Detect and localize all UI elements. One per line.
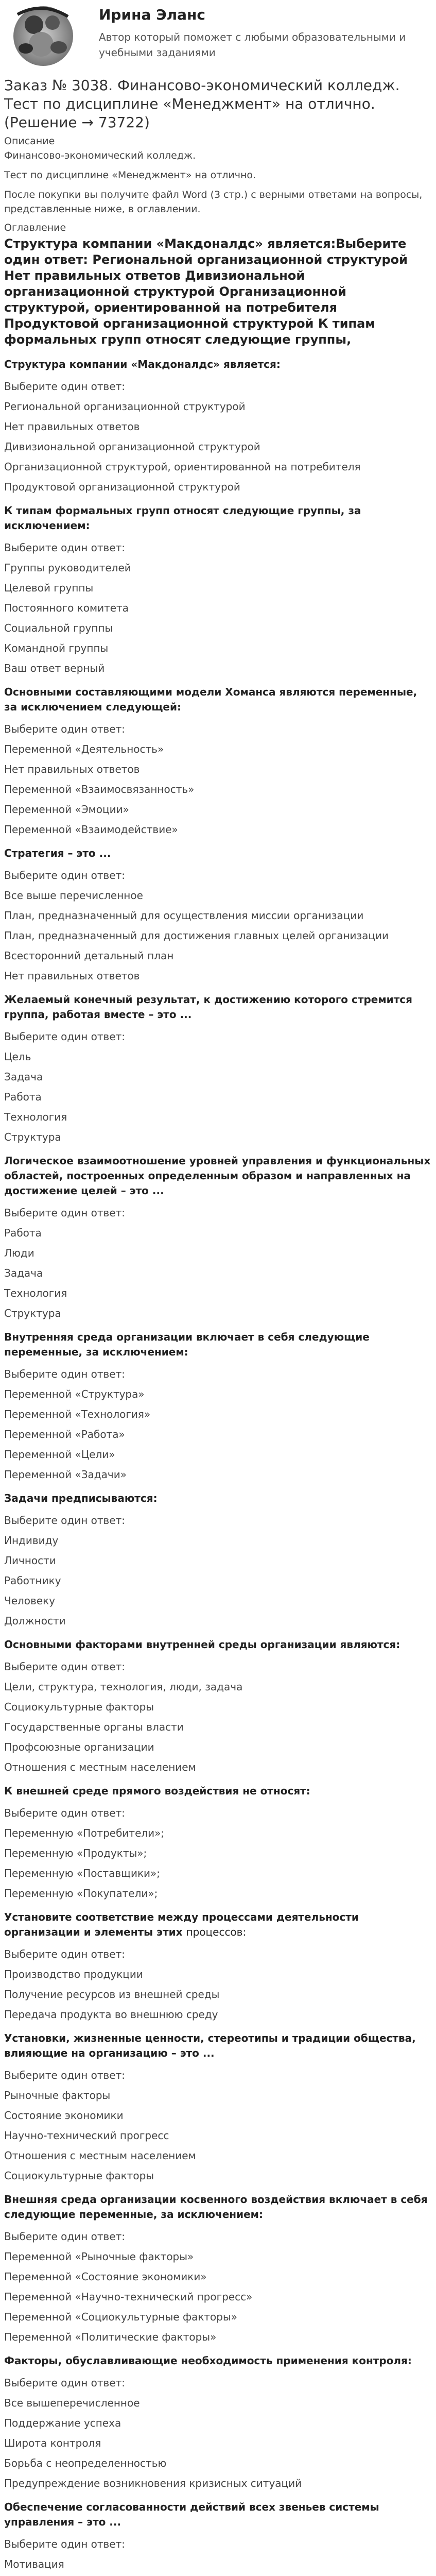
answer-option: Командной группы [4, 642, 109, 654]
choose-one-label: Выберите один ответ: [4, 2230, 126, 2243]
answer-option: Отношения с местным населением [4, 2149, 196, 2162]
answer-option: Группы руководителей [4, 562, 131, 574]
answer-option: Переменной «Цели» [4, 1448, 115, 1461]
answer-option: Научно-технический прогресс [4, 2129, 169, 2142]
answer-option: Социальной группы [4, 622, 113, 634]
description-line: После покупки вы получите файл Word (3 стр.) с верными ответами на вопросы, представленные ниже, в оглавлении. [4, 189, 423, 215]
answer-option: Нет правильных ответов [4, 420, 140, 433]
answer-option: Ваш ответ верный [4, 662, 105, 674]
answer-option: Социокультурные факторы [4, 1701, 154, 1713]
question-text: Установки, жизненные ценности, стереотипы и традиции общества, влияющие на организацию – это ... [4, 2032, 416, 2059]
choose-one-label: Выберите один ответ: [4, 2538, 126, 2550]
answer-option: Целевой группы [4, 582, 94, 594]
question-text: Внешняя среда организации косвенного воздействия включает в себя следующие переменные, за исключением: [4, 2193, 428, 2221]
answer-option: Государственные органы власти [4, 1721, 184, 1733]
question-text: Логическое взаимоотношение уровней управления и функциональных областей, построенных определенным образом и направленных на достижение целей – это ... [4, 1155, 431, 1197]
question-text: Стратегия – это ... [4, 847, 111, 859]
choose-one-label: Выберите один ответ: [4, 1660, 126, 1673]
answer-option: Отношения с местным населением [4, 1761, 196, 1773]
answer-option: Переменную «Покупатели»; [4, 1887, 158, 1900]
description-line: Тест по дисциплине «Менеджмент» на отлично. [4, 170, 256, 181]
question-text: Факторы, обуславливающие необходимость применения контроля: [4, 2354, 412, 2367]
choose-one-label: Выберите один ответ: [4, 380, 126, 393]
question-text: Желаемый конечный результат, к достижению которого стремится группа, работая вместе – это ... [4, 993, 412, 1021]
answer-option: Переменной «Рыночные факторы» [4, 2250, 194, 2263]
answer-option: Мотивация [4, 2558, 64, 2570]
question-text: Обеспечение согласованности действий всех звеньев системы управления – это ... [4, 2501, 379, 2528]
answer-option: Переменную «Потребители»; [4, 1827, 165, 1839]
answer-option: Переменной «Структура» [4, 1388, 145, 1400]
choose-one-label: Выберите один ответ: [4, 1514, 126, 1527]
question-text: Внутренняя среда организации включает в себя следующие переменные, за исключением: [4, 1331, 370, 1358]
answer-option: Переменной «Задачи» [4, 1468, 127, 1481]
choose-one-label: Выберите один ответ: [4, 723, 126, 735]
answer-option: Цели, структура, технология, люди, задача [4, 1681, 243, 1693]
answer-option: Работа [4, 1091, 42, 1103]
answer-option: Работа [4, 1227, 42, 1239]
answer-option: Передача продукта во внешнюю среду [4, 2008, 218, 2021]
answer-option: Профсоюзные организации [4, 1741, 154, 1753]
answer-option: План, предназначенный для достижения главных целей организации [4, 929, 389, 942]
choose-one-label: Выберите один ответ: [4, 1368, 126, 1380]
description-label: Описание [4, 135, 55, 147]
page-title: Заказ № 3038. Финансово-экономический колледж. Тест по дисциплине «Менеджмент» на отлично. (Решение → 73722) [4, 77, 400, 131]
answer-option: Всесторонний детальный план [4, 950, 174, 962]
question-text: Структура компании «Макдоналдс» является: [4, 358, 281, 370]
answer-option: Цель [4, 1050, 31, 1063]
answer-option: Переменной «Социокультурные факторы» [4, 2311, 238, 2323]
answer-option: Нет правильных ответов [4, 970, 140, 982]
answer-option: Социокультурные факторы [4, 2170, 154, 2182]
choose-one-label: Выберите один ответ: [4, 2377, 126, 2389]
answer-option: Переменную «Продукты»; [4, 1847, 147, 1859]
author-card [4, 0, 432, 72]
answer-option: Индивиду [4, 1534, 59, 1547]
answer-option: Все выше перечисленное [4, 889, 143, 902]
question-text: К типам формальных групп относят следующие группы, за исключением: [4, 504, 361, 532]
answer-option: Региональной организационной структурой [4, 400, 246, 413]
answer-option: Широта контроля [4, 2437, 101, 2449]
question-suffix: процессов: [186, 1926, 247, 1938]
answer-option: Переменной «Взаимодействие» [4, 823, 178, 836]
choose-one-label: Выберите один ответ: [4, 1948, 126, 1960]
answer-option: Производство продукции [4, 1968, 143, 1980]
answer-option: Рыночные факторы [4, 2089, 111, 2102]
choose-one-label: Выберите один ответ: [4, 541, 126, 554]
answer-option: Структура [4, 1307, 61, 1319]
answer-option: Задача [4, 1071, 43, 1083]
answer-option: Переменную «Поставщики»; [4, 1867, 161, 1879]
answer-option: Дивизиональной организационной структурой [4, 440, 260, 453]
choose-one-label: Выберите один ответ: [4, 869, 126, 882]
answer-option: Поддержание успеха [4, 2417, 121, 2429]
answer-option: Технология [4, 1287, 67, 1299]
answer-option: План, предназначенный для осуществления миссии организации [4, 909, 364, 922]
answer-option: Состояние экономики [4, 2109, 124, 2122]
question-text: К внешней среде прямого воздействия не относят: [4, 1785, 310, 1797]
contents-label: Оглавление [4, 222, 66, 233]
answer-option: Продуктовой организационной структурой [4, 481, 240, 493]
answer-option: Организационной структурой, ориентированной на потребителя [4, 461, 361, 473]
choose-one-label: Выберите один ответ: [4, 2069, 126, 2081]
answer-option: Переменной «Взаимосвязанность» [4, 783, 195, 795]
answer-option: Люди [4, 1247, 34, 1259]
answer-option: Работнику [4, 1574, 61, 1587]
contents-title: Структура компании «Макдоналдс» является:Выберите один ответ: Региональной организационной структурой Нет правильных ответов Дивизиональной организационной структурой Организационной структурой, ориентированной на потребителя Продуктовой организационной структурой К типам формальных групп относят следующие группы, [4, 236, 408, 347]
question-text: Основными составляющими модели Хоманса являются переменные, за исключением следующей: [4, 686, 417, 713]
choose-one-label: Выберите один ответ: [4, 1207, 126, 1219]
answer-option: Переменной «Деятельность» [4, 743, 164, 755]
answer-option: Переменной «Политические факторы» [4, 2331, 217, 2343]
description-line: Финансово-экономический колледж. [4, 150, 196, 161]
choose-one-label: Выберите один ответ: [4, 1030, 126, 1043]
answer-option: Все вышеперечисленное [4, 2397, 140, 2409]
answer-option: Получение ресурсов из внешней среды [4, 1988, 220, 2001]
answer-option: Задача [4, 1267, 43, 1279]
question-text: Задачи предписываются: [4, 1492, 158, 1504]
author-avatar[interactable] [7, 4, 77, 70]
answer-option: Переменной «Работа» [4, 1428, 125, 1440]
question-text: Установите соответствие между процессами деятельности организации и элементы этих процессов: [4, 1911, 359, 1938]
answer-option: Технология [4, 1111, 67, 1123]
answer-option: Нет правильных ответов [4, 763, 140, 775]
choose-one-label: Выберите один ответ: [4, 1807, 126, 1819]
answer-option: Переменной «Технология» [4, 1408, 151, 1420]
author-description: Автор который поможет с любыми образовательными и учебными заданиями [99, 31, 406, 59]
answer-option: Постоянного комитета [4, 602, 129, 614]
question-text: Основными факторами внутренней среды организации являются: [4, 1638, 400, 1651]
answer-option: Переменной «Научно-технический прогресс» [4, 2291, 253, 2303]
answer-option: Переменной «Состояние экономики» [4, 2270, 207, 2283]
answer-option: Борьба с неопределенностью [4, 2457, 167, 2469]
author-name[interactable]: Ирина Эланс [99, 6, 205, 23]
answer-option: Предупреждение возникновения кризисных ситуаций [4, 2477, 302, 2489]
question-list [4, 357, 432, 2576]
answer-option: Человеку [4, 1595, 56, 1607]
answer-option: Переменной «Эмоции» [4, 803, 129, 816]
answer-option: Должности [4, 1615, 66, 1627]
answer-option: Личности [4, 1554, 56, 1567]
answer-option: Структура [4, 1131, 61, 1143]
